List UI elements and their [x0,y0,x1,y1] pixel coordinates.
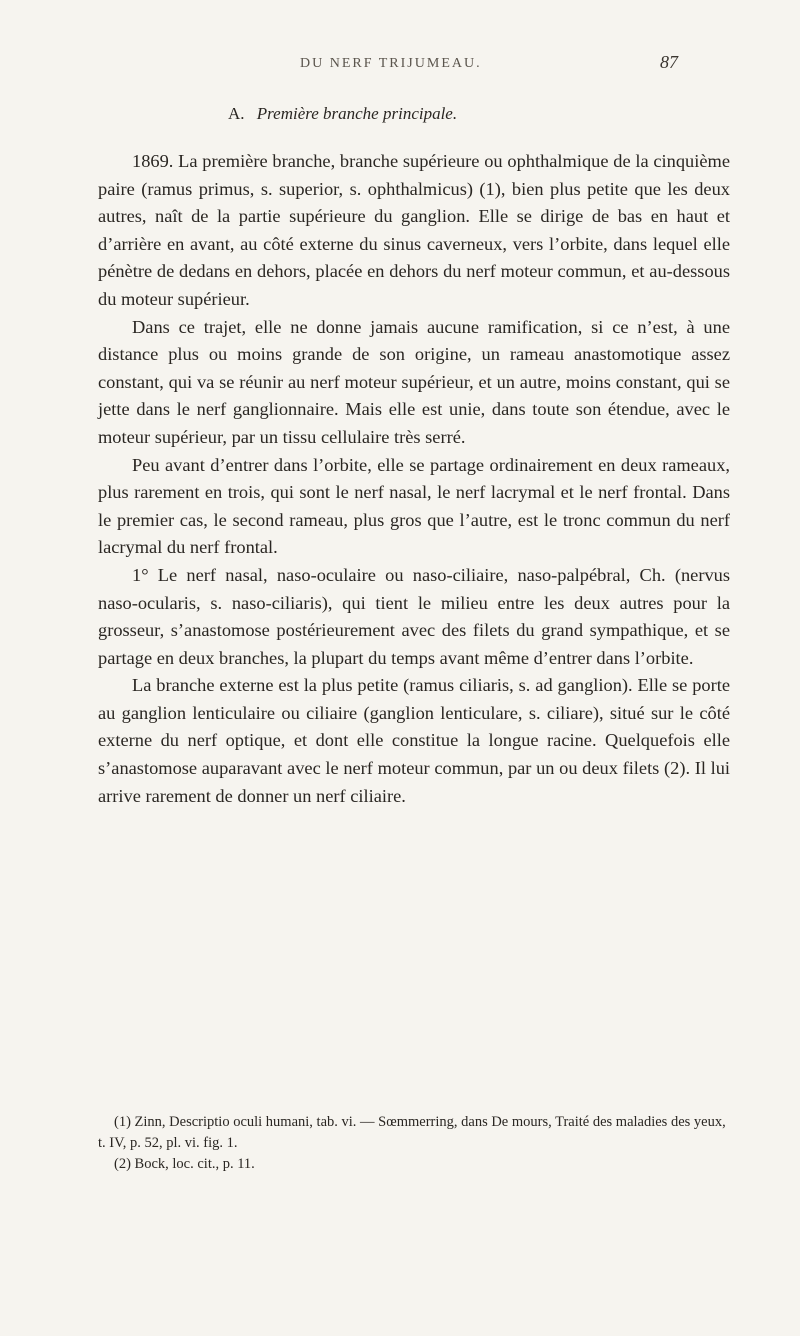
footnote: (2) Bock, loc. cit., p. 11. [114,1156,255,1172]
paragraph: 1869. La première branche, branche supérieure ou ophthalmique de la cinquième paire (ramus primus, s. superior, s. ophthalmicus) (1), bien plus petite que les deux autres, naît de la partie supérieure du ganglion. Elle se dirige de bas en haut et d’arrière en avant, au côté externe du sinus caverneux, vers l’orbite, dans lequel elle pénètre de dedans en dehors, placée en dehors du nerf moteur commun, et au-dessous du moteur supérieur. [98,151,730,309]
section-letter: A. [228,104,245,123]
body-text [98,148,730,810]
page-number: 87 [660,52,678,72]
paragraph: Dans ce trajet, elle ne donne jamais aucune ramification, si ce n’est, à une distance plus ou moins grande de son origine, un rameau anastomotique assez constant, qui va se réunir au nerf moteur supérieur, et un autre, moins constant, qui se jette dans le nerf ganglionnaire. Mais elle est unie, dans toute son étendue, avec le moteur supérieur, par un tissu cellulaire très serré. [98,316,730,447]
paragraph: 1° Le nerf nasal, naso-oculaire ou naso-ciliaire, naso-palpébral, Ch. (nervus naso-ocularis, s. naso-ciliaris), qui tient le milieu entre les deux autres pour la grosseur, s’anastomose postérieurement avec des filets du grand sympathique, et se partage en deux branches, la plupart du temps avant même d’entrer dans l’orbite. [98,564,730,668]
running-head [0,52,800,80]
footnote: (1) Zinn, Descriptio oculi humani, tab. vi. — Sœmmerring, dans De mours, Traité des maladies des yeux, t. IV, p. 52, pl. vi. fig. 1. [98,1114,726,1151]
section-title: Première branche principale. [256,104,458,123]
paragraph: La branche externe est la plus petite (ramus ciliaris, s. ad ganglion). Elle se porte au ganglion lenticulaire ou ciliaire (ganglion lenticulare, s. ciliare), situé sur le côté externe du nerf optique, et dont elle constitue la longue racine. Quelquefois elle s’anastomose auparavant avec le nerf moteur commun, par un ou deux filets (2). Il lui arrive rarement de donner un nerf ciliaire. [98,675,730,806]
section-heading [228,104,457,124]
footnotes [98,1112,730,1175]
running-title: DU NERF TRIJUMEAU. [300,56,482,71]
paragraph: Peu avant d’entrer dans l’orbite, elle se partage ordinairement en deux rameaux, plus rarement en trois, qui sont le nerf nasal, le nerf lacrymal et le nerf frontal. Dans le premier cas, le second rameau, plus gros que l’autre, est le tronc commun du nerf lacrymal du nerf frontal. [98,454,730,558]
